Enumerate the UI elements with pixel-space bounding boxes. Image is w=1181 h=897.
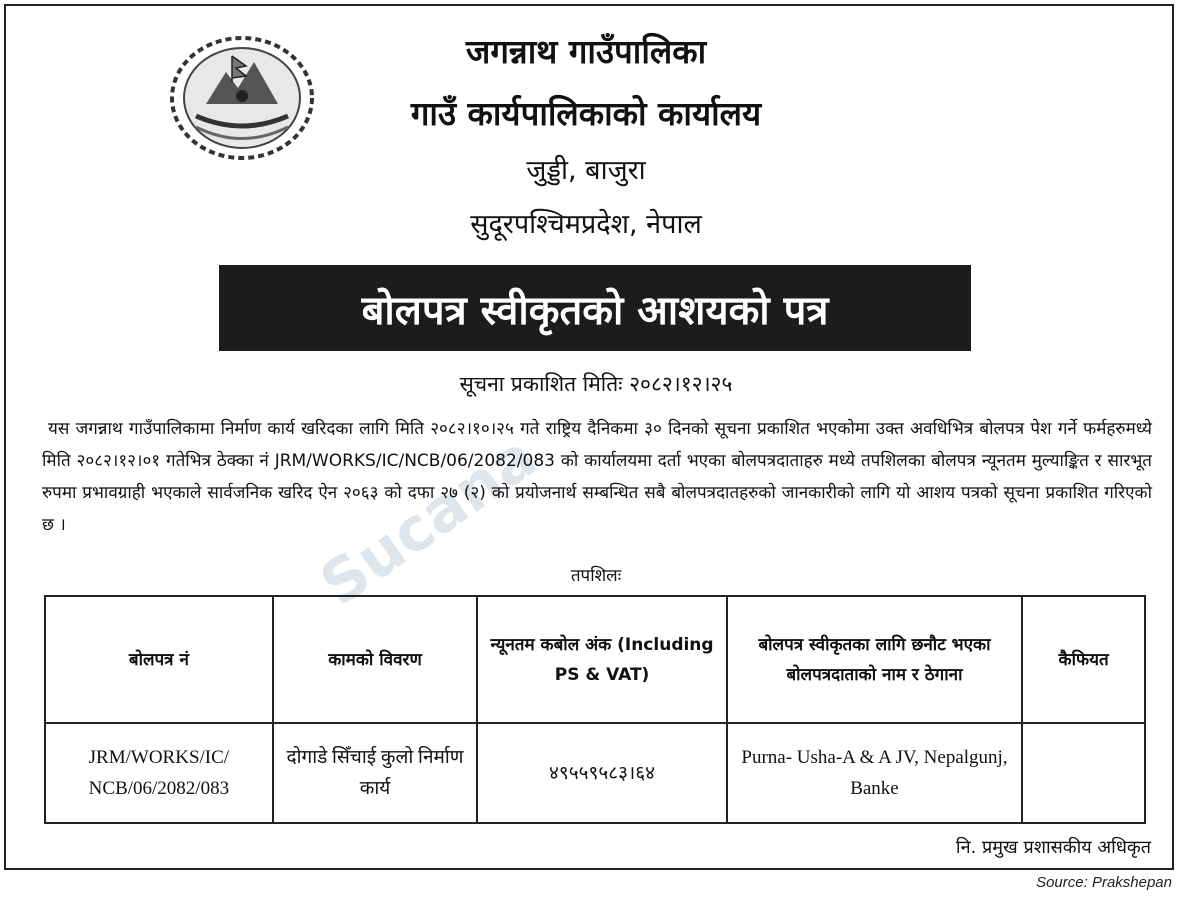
signature-title: नि. प्रमुख प्रशासकीय अधिकृत — [955, 837, 1151, 858]
watermark: Sucana — [308, 422, 550, 620]
office-name: गाउँ कार्यपालिकाको कार्यालय — [410, 94, 762, 133]
header-selected-bidder: बोलपत्र स्वीकृतका लागि छनौट भएका बोलपत्रदाताको नाम र ठेगाना — [727, 596, 1022, 723]
table-row — [45, 723, 1145, 823]
cell-bid-amount: ४९५५९५८३।६४ — [477, 723, 727, 823]
header-bid-no: बोलपत्र नं — [45, 596, 273, 723]
cell-work-description: दोगाडे सिँचाई कुलो निर्माण कार्य — [273, 723, 478, 823]
source-credit: Source: Prakshepan — [1036, 874, 1172, 891]
table-label: तपशिलः — [570, 566, 622, 586]
header-remarks: कैफियत — [1022, 596, 1145, 723]
office-location: जुड्डी, बाजुरा — [526, 155, 646, 186]
table-header-row — [45, 596, 1145, 723]
org-name: जगन्नाथ गाउँपालिका — [465, 32, 707, 71]
office-province: सुदूरपश्चिमप्रदेश, नेपाल — [470, 209, 702, 240]
notice-title-banner — [219, 265, 971, 351]
header-minimum-bid-amount: न्यूनतम कबोल अंक (Including PS & VAT) — [477, 596, 727, 723]
notice-title: बोलपत्र स्वीकृतको आशयको पत्र — [361, 287, 829, 334]
notice-frame — [4, 4, 1174, 870]
notice-body: यस जगन्नाथ गाउँपालिकामा निर्माण कार्य खरिदका लागि मिति २०८२।१०।२५ गते राष्ट्रिय दैनिकमा ३० दिनको सूचना प्रकाशित भएकोमा उक्त अवधिभित्र बोलपत्र पेश गर्ने फर्महरुमध्ये मिति २०८२।१२।०१ गतेभित्र ठेक्का नं JRM/WORKS/IC/NCB/06/2082/083 को कार्यालयमा दर्ता भएका बोलपत्रदाताहरु मध्ये तपशिलका बोलपत्र न्यूनतम मुल्याङ्कित र सारभूत रुपमा प्रभावग्राही भएकाले सार्वजनिक खरिद ऐन २०६३ को दफा २७ (२) को प्रयोजनार्थ सम्बन्धित सबै बोलपत्रदातहरुको जानकारीको लागि यो आशय पत्रको सूचना प्रकाशित गरिएको छ । — [42, 419, 1152, 535]
award-table — [44, 595, 1146, 824]
publish-date: सूचना प्रकाशित मितिः २०८२।१२।२५ — [459, 372, 733, 396]
cell-bidder: Purna- Usha-A & A JV, Nepalgunj, Banke — [727, 723, 1022, 823]
cell-remarks — [1022, 723, 1145, 823]
header-work-description: कामको विवरण — [273, 596, 478, 723]
nepal-government-emblem-icon — [166, 32, 318, 162]
cell-bid-no: JRM/WORKS/IC/ NCB/06/2082/083 — [45, 723, 273, 823]
